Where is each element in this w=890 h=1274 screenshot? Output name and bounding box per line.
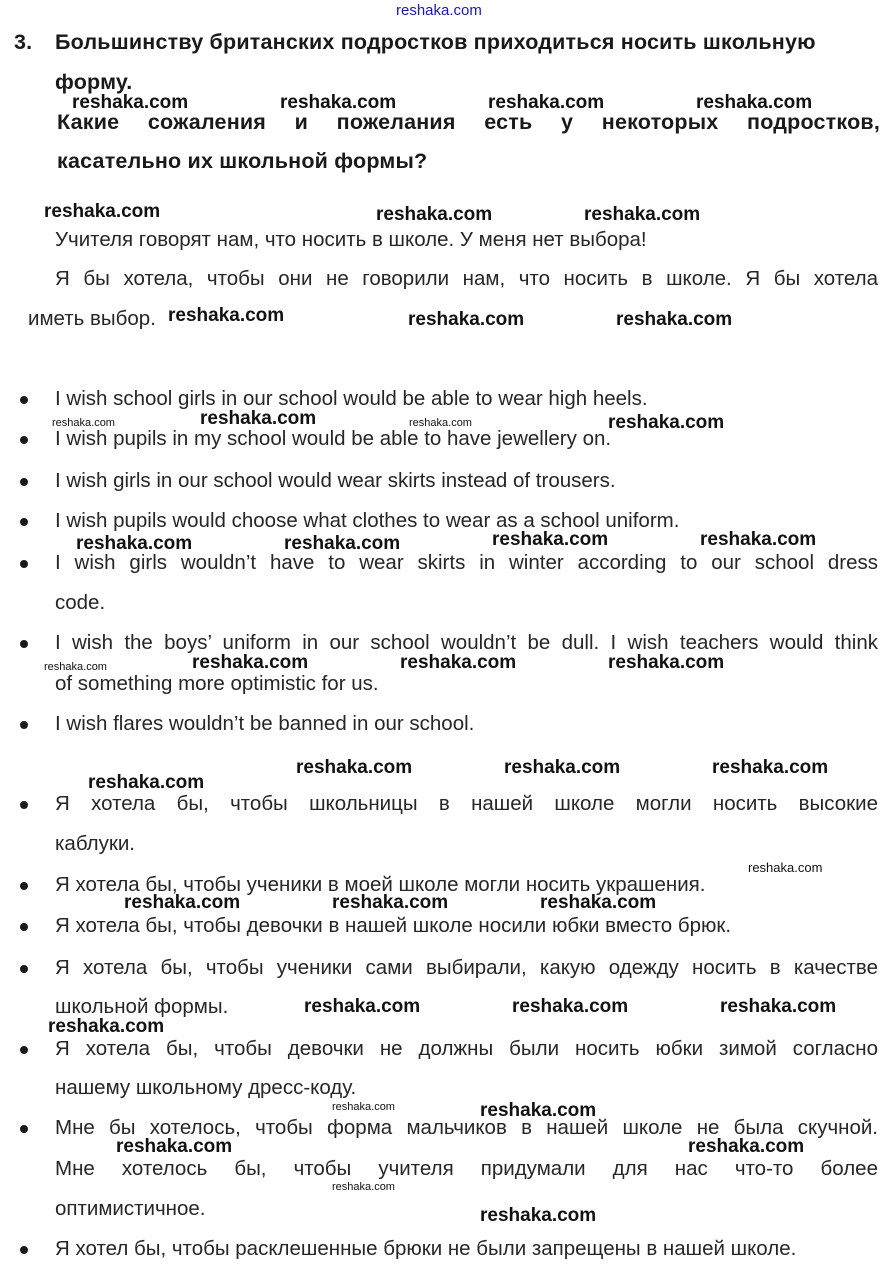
watermark: reshaka.com (168, 305, 285, 326)
english-item-6-line2: of something more optimistic for us. (55, 672, 379, 695)
bullet-icon (20, 396, 28, 404)
watermark: reshaka.com (76, 533, 193, 554)
watermark: reshaka.com (700, 529, 817, 550)
watermark-small: reshaka.com (748, 860, 823, 875)
heading-text: Большинству британских подростков приходиться носить школьную (55, 30, 816, 54)
watermark: reshaka.com (200, 408, 317, 429)
watermark: reshaka.com (488, 92, 605, 113)
russian-item-5-line1: Я хотела бы, чтобы девочки не должны были носить юбки зимой согласно (55, 1037, 878, 1060)
watermark: reshaka.com (688, 1136, 805, 1157)
watermark: reshaka.com (696, 92, 813, 113)
task-question-line2: касательно их школьной формы? (57, 149, 428, 173)
watermark: reshaka.com (280, 92, 397, 113)
watermark-small: reshaka.com (332, 1101, 395, 1113)
watermark: reshaka.com (720, 996, 837, 1017)
task-heading-line1 (55, 30, 880, 55)
english-item-3: I wish girls in our school would wear skirts instead of trousers. (55, 469, 616, 492)
bullet-icon (20, 965, 28, 973)
watermark: reshaka.com (540, 892, 657, 913)
english-item-2: I wish pupils in my school would be able to have jewellery on. (55, 427, 612, 450)
bullet-icon (20, 801, 28, 809)
russian-item-6-line3: оптимистичное. (55, 1197, 206, 1220)
russian-item-4-line1: Я хотела бы, чтобы ученики сами выбирали, какую одежду носить в качестве (55, 956, 878, 979)
watermark: reshaka.com (376, 204, 493, 225)
watermark: reshaka.com (480, 1205, 597, 1226)
example-line1: Учителя говорят нам, что носить в школе. У меня нет выбора! (55, 228, 647, 251)
watermark: reshaka.com (116, 1136, 233, 1157)
russian-item-3: Я хотела бы, чтобы девочки в нашей школе носили юбки вместо брюк. (55, 914, 732, 937)
english-item-6-line1: I wish the boys’ uniform in our school wouldn’t be dull. I wish teachers would think (55, 631, 878, 654)
watermark: reshaka.com (492, 529, 609, 550)
bullet-icon (20, 478, 28, 486)
russian-item-1-line1: Я хотела бы, чтобы школьницы в нашей школе могли носить высокие (55, 792, 878, 815)
watermark: reshaka.com (400, 652, 517, 673)
watermark: reshaka.com (44, 201, 161, 222)
example-line3: иметь выбор. (28, 307, 156, 330)
watermark-small: reshaka.com (332, 1181, 395, 1193)
watermark: reshaka.com (88, 772, 205, 793)
watermark-small: reshaka.com (52, 417, 115, 429)
watermark: reshaka.com (584, 204, 701, 225)
english-item-5-line1: I wish girls wouldn’t have to wear skirts in winter according to our school dress (55, 551, 878, 574)
watermark-small: reshaka.com (44, 661, 107, 673)
example-line2: Я бы хотела, чтобы они не говорили нам, что носить в школе. Я бы хотела (55, 267, 878, 290)
watermark: reshaka.com (608, 652, 725, 673)
watermark: reshaka.com (480, 1100, 597, 1121)
russian-item-5-line2: нашему школьному дресс-коду. (55, 1076, 357, 1099)
watermark: reshaka.com (408, 309, 525, 330)
watermark: reshaka.com (296, 757, 413, 778)
watermark: reshaka.com (712, 757, 829, 778)
task-heading-line2: форму. (55, 70, 133, 94)
english-item-4: I wish pupils would choose what clothes to wear as a school uniform. (55, 509, 680, 532)
russian-item-4-line2: школьной формы. (55, 995, 229, 1018)
watermark: reshaka.com (72, 92, 189, 113)
watermark: reshaka.com (504, 757, 621, 778)
watermark: reshaka.com (284, 533, 401, 554)
watermark: reshaka.com (608, 412, 725, 433)
bullet-icon (20, 721, 28, 729)
bullet-icon (20, 560, 28, 568)
bullet-icon (20, 923, 28, 931)
bullet-icon (20, 1125, 28, 1133)
watermark-small: reshaka.com (409, 417, 472, 429)
bullet-icon (20, 436, 28, 444)
english-item-1: I wish school girls in our school would be able to wear high heels. (55, 387, 648, 410)
site-header-watermark[interactable]: reshaka.com (396, 2, 482, 19)
task-number: 3. (14, 30, 33, 54)
bullet-icon (20, 1246, 28, 1254)
russian-item-1-line2: каблуки. (55, 832, 135, 855)
russian-item-6-line2: Мне хотелось бы, чтобы учителя придумали для нас что-то более (55, 1157, 878, 1180)
task-question-line1: Какие сожаления и пожелания есть у некоторых подростков, (57, 110, 880, 134)
english-item-7: I wish flares wouldn’t be banned in our school. (55, 712, 475, 735)
watermark: reshaka.com (332, 892, 449, 913)
watermark: reshaka.com (192, 652, 309, 673)
russian-item-7: Я хотел бы, чтобы расклешенные брюки не были запрещены в нашей школе. (55, 1237, 797, 1260)
watermark: reshaka.com (48, 1016, 165, 1037)
english-item-5-line2: code. (55, 591, 106, 614)
watermark: reshaka.com (304, 996, 421, 1017)
bullet-icon (20, 1046, 28, 1054)
bullet-icon (20, 882, 28, 890)
russian-item-2: Я хотела бы, чтобы ученики в моей школе могли носить украшения. (55, 873, 706, 896)
watermark: reshaka.com (616, 309, 733, 330)
russian-item-6-line1: Мне бы хотелось, чтобы форма мальчиков в нашей школе не была скучной. (55, 1116, 878, 1139)
bullet-icon (20, 640, 28, 648)
bullet-icon (20, 518, 28, 526)
watermark: reshaka.com (512, 996, 629, 1017)
watermark: reshaka.com (124, 892, 241, 913)
